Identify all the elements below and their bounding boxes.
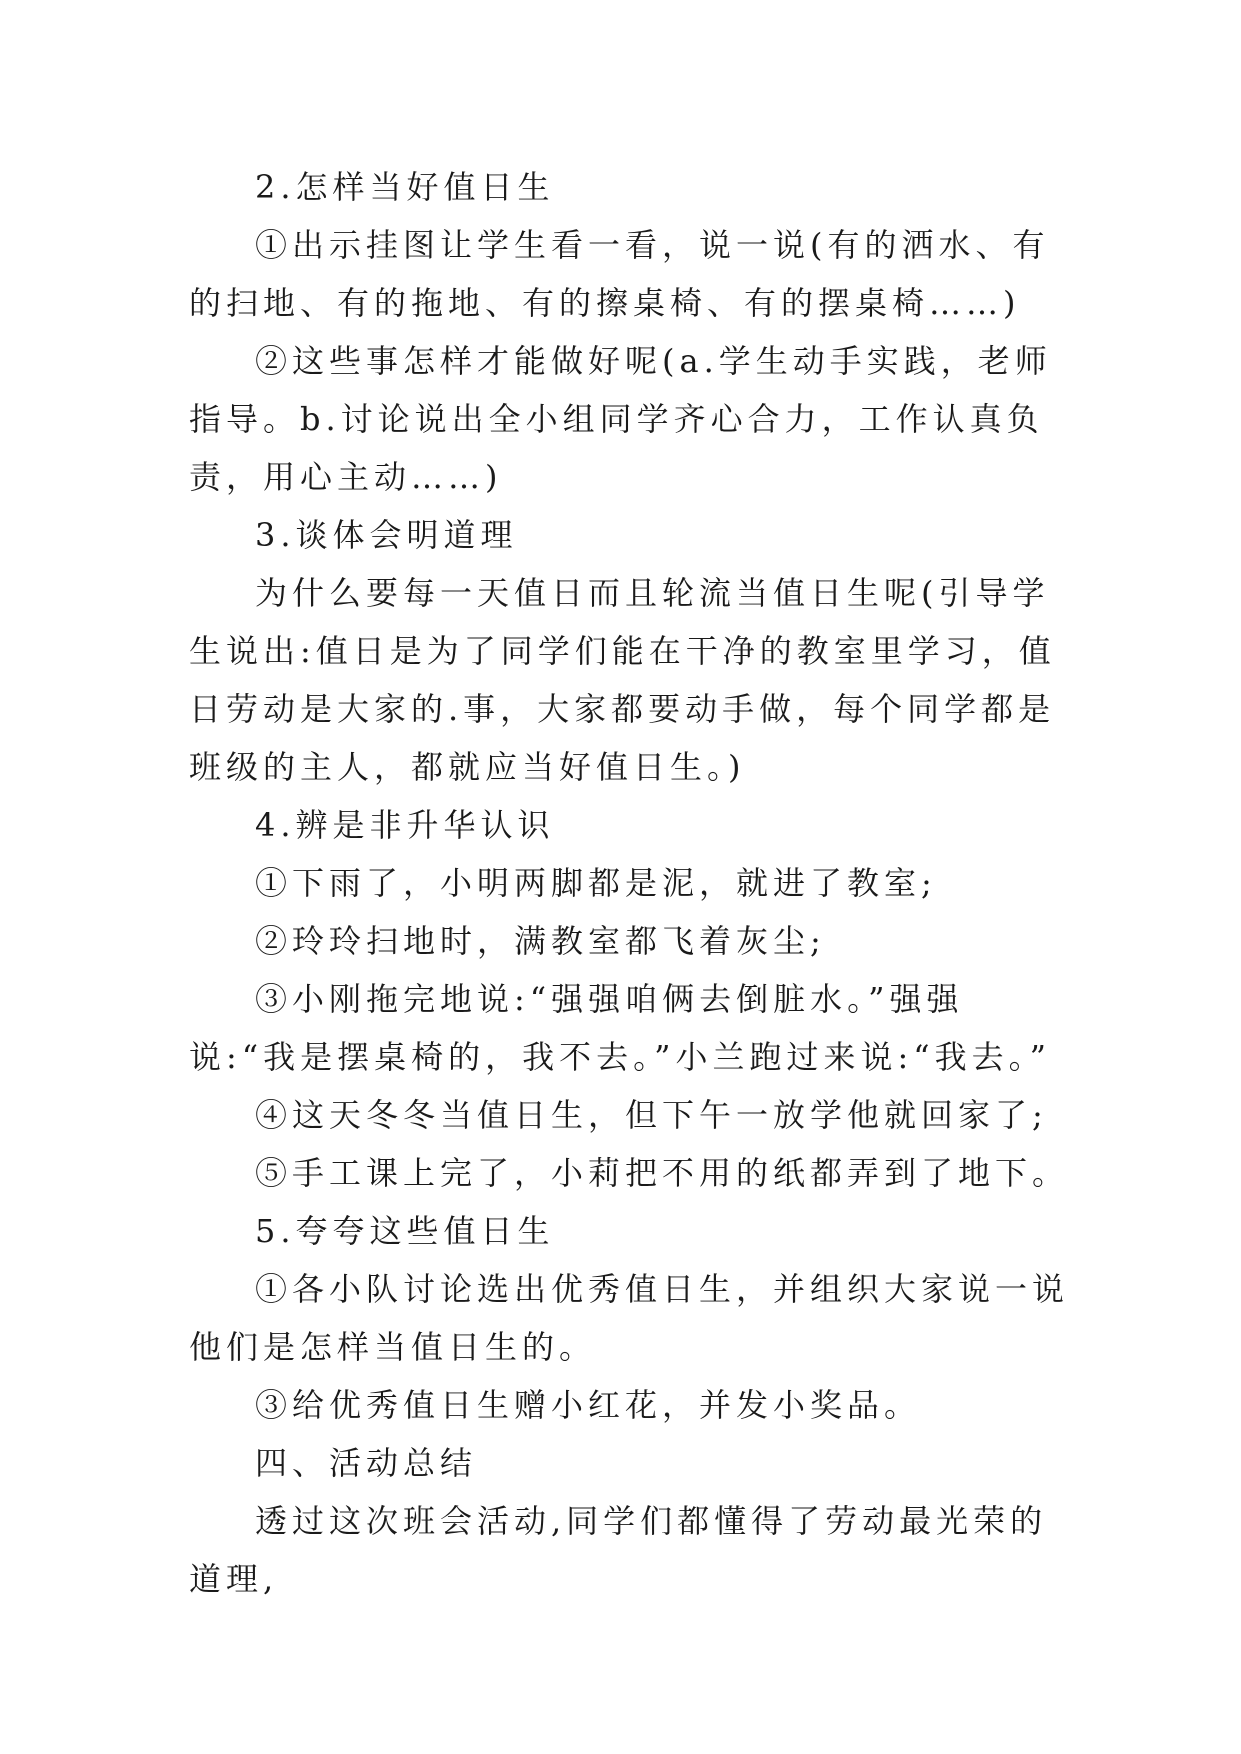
section-heading-2: 2.怎样当好值日生: [255, 168, 555, 206]
paragraph-explanation: 为什么要每一天值日而且轮流当值日生呢(引导学生说出:值日是为了同学们能在干净的教室里学习，值日劳动是大家的.事，大家都要动手做，每个同学都是班级的主人，都就应当好值日生。): [189, 574, 1056, 786]
section-heading-summary: 四、活动总结: [255, 1444, 478, 1482]
scenario-item-1: ①下雨了，小明两脚都是泥，就进了教室;: [255, 864, 937, 902]
summary-paragraph: 透过这次班会活动,同学们都懂得了劳动最光荣的道理,: [189, 1502, 1048, 1598]
section-heading-3: 3.谈体会明道理: [255, 516, 518, 554]
scenario-item-2: ②玲玲扫地时，满教室都飞着灰尘;: [255, 922, 826, 960]
praise-item-3: ③给优秀值日生赠小红花，并发小奖品。: [255, 1386, 922, 1424]
document-body: [189, 158, 1069, 1608]
paragraph-item-2: ②这些事怎样才能做好呢(a.学生动手实践，老师指导。b.讨论说出全小组同学齐心合力，工作认真负责，用心主动……): [189, 342, 1052, 496]
section-heading-5: 5.夸夸这些值日生: [255, 1212, 555, 1250]
scenario-item-3: ③小刚拖完地说:“强强咱俩去倒脏水。”强强说:“我是摆桌椅的，我不去。”小兰跑过来说:“我去。”: [189, 980, 1052, 1076]
scenario-item-5: ⑤手工课上完了，小莉把不用的纸都弄到了地下。: [255, 1154, 1070, 1192]
praise-item-1: ①各小队讨论选出优秀值日生，并组织大家说一说他们是怎样当值日生的。: [189, 1270, 1070, 1366]
scenario-item-4: ④这天冬冬当值日生，但下午一放学他就回家了;: [255, 1096, 1048, 1134]
paragraph-item-1: ①出示挂图让学生看一看，说一说(有的洒水、有的扫地、有的拖地、有的擦桌椅、有的摆桌椅……): [189, 226, 1050, 322]
section-heading-4: 4.辨是非升华认识: [255, 806, 555, 844]
